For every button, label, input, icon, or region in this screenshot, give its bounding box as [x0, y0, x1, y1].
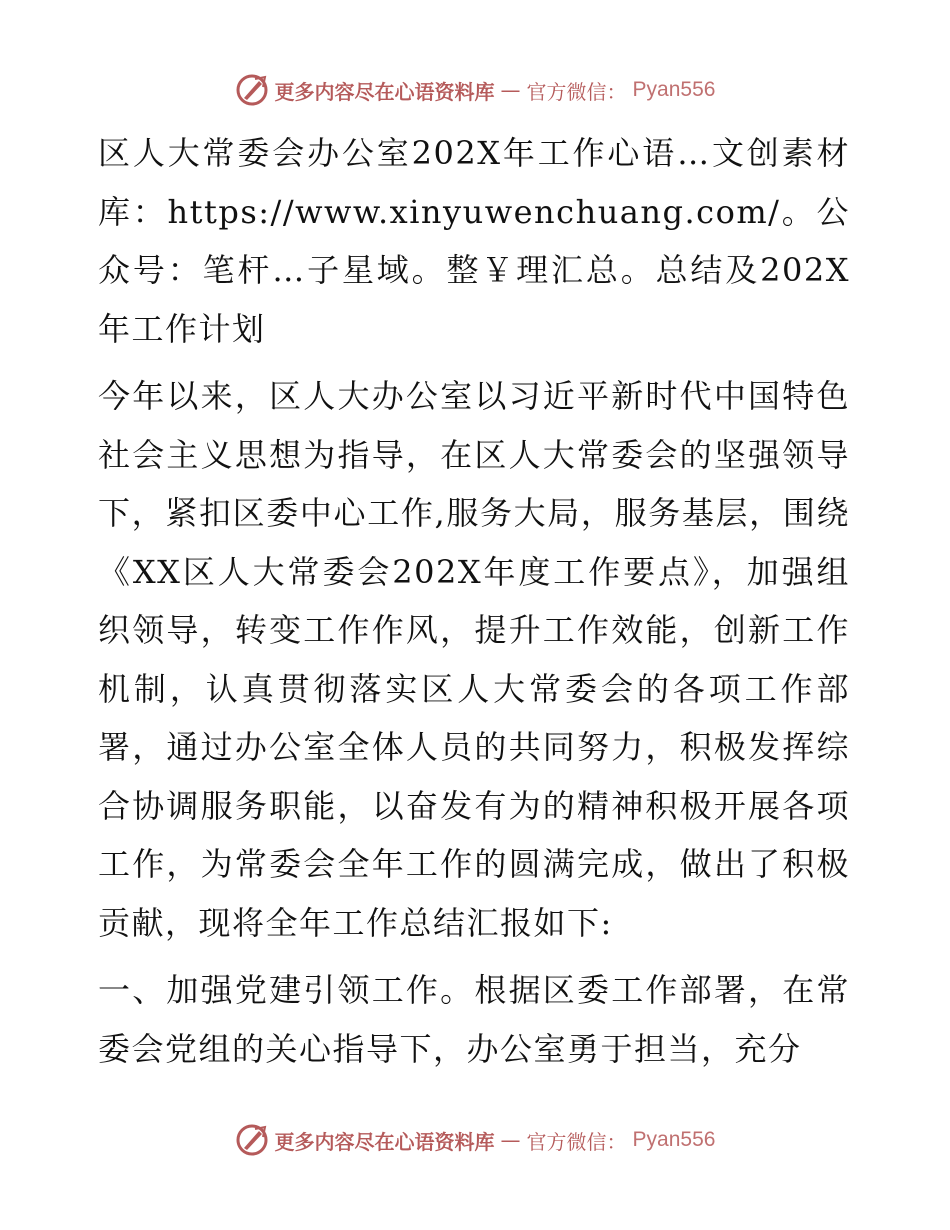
- footer-banner-dash: —: [500, 1128, 521, 1152]
- header-wechat-id: Pyan556: [632, 78, 716, 101]
- document-title-paragraph: 区人大常委会办公室202X年工作心语…文创素材库：https://www.xinyuwenchuang.com/。公众号：笔杆…子星域。整￥理汇总。总结及202X年工作计划: [98, 134, 850, 348]
- header-wechat-label: 官方微信：: [526, 79, 627, 104]
- header-banner-text: 更多内容尽在心语资料库: [274, 79, 495, 104]
- quill-circle-icon: [235, 1123, 269, 1157]
- header-banner-dash: —: [500, 78, 521, 102]
- header-watermark-banner: [0, 70, 950, 110]
- footer-wechat-label: 官方微信：: [526, 1129, 627, 1154]
- footer-wechat-id: Pyan556: [632, 1128, 716, 1151]
- section-one-paragraph: 一、加强党建引领工作。根据区委工作部署，在常委会党组的关心指导下，办公室勇于担当，充分: [98, 971, 850, 1068]
- footer-watermark-banner: [0, 1120, 950, 1160]
- footer-banner-text: 更多内容尽在心语资料库: [274, 1129, 495, 1154]
- intro-paragraph: 今年以来，区人大办公室以习近平新时代中国特色社会主义思想为指导，在区人大常委会的坚强领导下，紧扣区委中心工作,服务大局，服务基层，围绕《XX区人大常委会202X年度工作要点》，加强组织领导，转变工作作风，提升工作效能，创新工作机制，认真贯彻落实区人大常委会的各项工作部署，通过办公室全体人员的共同努力，积极发挥综合协调服务职能，以奋发有为的精神积极开展各项工作，为常委会全年工作的圆满完成，做出了积极贡献，现将全年工作总结汇报如下:: [98, 377, 850, 942]
- document-body: [98, 124, 850, 1087]
- quill-circle-icon: [235, 73, 269, 107]
